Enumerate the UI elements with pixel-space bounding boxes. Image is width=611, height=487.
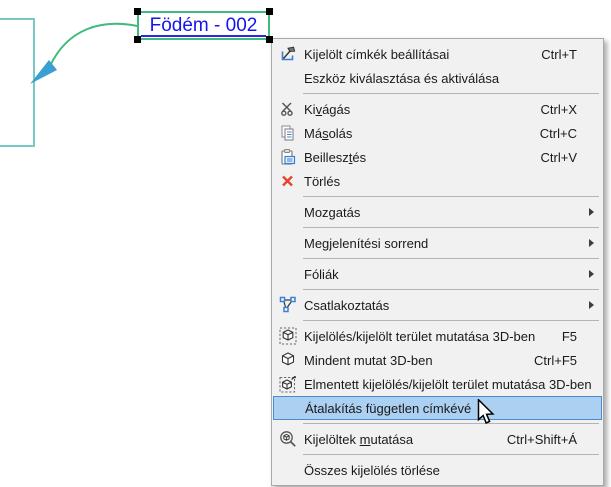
submenu-arrow-icon <box>589 208 594 216</box>
label-settings-icon <box>279 45 297 63</box>
menu-item-text: Másolás <box>304 125 353 141</box>
menu-separator <box>303 423 599 424</box>
menu-item-text: Csatlakoztatás <box>304 297 390 313</box>
menu-item-copy[interactable] <box>272 121 603 145</box>
show-selection-3d-icon <box>279 327 297 345</box>
menu-item-text: Eszköz kiválasztása és aktiválása <box>304 70 500 86</box>
label-leader-line <box>0 0 160 110</box>
menu-item-text: Mozgatás <box>304 204 361 220</box>
paste-icon <box>279 148 297 166</box>
menu-separator <box>303 227 599 228</box>
label-text-box[interactable] <box>137 11 270 40</box>
menu-item-shortcut: Ctrl+Shift+Á <box>506 431 577 447</box>
menu-item-text: Elmentett kijelölés/kijelölt terület mutatása 3D-ben <box>304 376 592 392</box>
menu-item-pick-tool[interactable] <box>272 66 603 90</box>
menu-item-text: Összes kijelölés törlése <box>304 462 440 478</box>
menu-item-text: Beillesztés <box>304 149 367 165</box>
context-menu <box>271 38 604 486</box>
menu-item-text: Kijelöltek mutatása <box>304 431 414 447</box>
menu-item-text: Átalakítás független címkévé <box>305 400 472 416</box>
mouse-cursor-icon <box>477 399 495 431</box>
delete-icon <box>279 172 297 190</box>
selection-handle[interactable] <box>266 36 273 43</box>
menu-item-display-order[interactable] <box>272 231 603 255</box>
menu-item-text: Kivágás <box>304 101 351 117</box>
menu-item-shortcut: F5 <box>561 328 577 344</box>
menu-item-connect[interactable] <box>272 293 603 317</box>
menu-item-layers[interactable] <box>272 262 603 286</box>
submenu-arrow-icon <box>589 239 594 247</box>
selection-handle[interactable] <box>134 36 141 43</box>
menu-item-paste[interactable] <box>272 145 603 169</box>
menu-item-text: Mindent mutat 3D-ben <box>304 352 433 368</box>
menu-separator <box>303 258 599 259</box>
menu-item-shortcut: Ctrl+V <box>540 149 577 165</box>
connect-icon <box>279 296 297 314</box>
label-text: Födém - 002 <box>149 15 258 36</box>
saved-selection-3d-icon <box>279 375 297 393</box>
menu-item-convert-independent-label[interactable] <box>273 396 602 420</box>
leader-arrowhead-icon <box>30 60 57 84</box>
menu-item-shortcut: Ctrl+X <box>540 101 577 117</box>
menu-item-show-saved-selection-3d[interactable] <box>272 372 603 396</box>
submenu-arrow-icon <box>589 301 594 309</box>
menu-item-deselect-all[interactable] <box>272 458 603 482</box>
selection-handle[interactable] <box>134 8 141 15</box>
selection-handle[interactable] <box>266 8 273 15</box>
menu-separator <box>303 454 599 455</box>
zoom-selected-icon <box>279 430 297 448</box>
menu-item-text: Kijelölt címkék beállításai <box>304 46 450 62</box>
menu-separator <box>303 93 599 94</box>
menu-item-shortcut: Ctrl+C <box>539 125 577 141</box>
menu-item-move[interactable] <box>272 200 603 224</box>
menu-item-text: Megjelenítési sorrend <box>304 235 429 251</box>
menu-item-show-selection-3d[interactable] <box>272 324 603 348</box>
menu-item-text: Törlés <box>304 173 341 189</box>
menu-separator <box>303 289 599 290</box>
menu-separator <box>303 320 599 321</box>
menu-item-shortcut: Ctrl+T <box>541 46 577 62</box>
show-all-3d-icon <box>279 351 297 369</box>
menu-separator <box>303 196 599 197</box>
menu-item-text: Kijelölés/kijelölt terület mutatása 3D-ben <box>304 328 536 344</box>
menu-item-show-all-3d[interactable] <box>272 348 603 372</box>
menu-item-shortcut: Ctrl+F5 <box>534 352 577 368</box>
menu-item-label-settings[interactable] <box>272 42 603 66</box>
menu-item-cut[interactable] <box>272 97 603 121</box>
menu-item-delete[interactable] <box>272 169 603 193</box>
menu-item-text: Fóliák <box>304 266 339 282</box>
submenu-arrow-icon <box>589 270 594 278</box>
menu-item-show-selected[interactable] <box>272 427 603 451</box>
scissors-icon <box>279 100 297 118</box>
copy-icon <box>279 124 297 142</box>
label-underline <box>141 35 266 37</box>
